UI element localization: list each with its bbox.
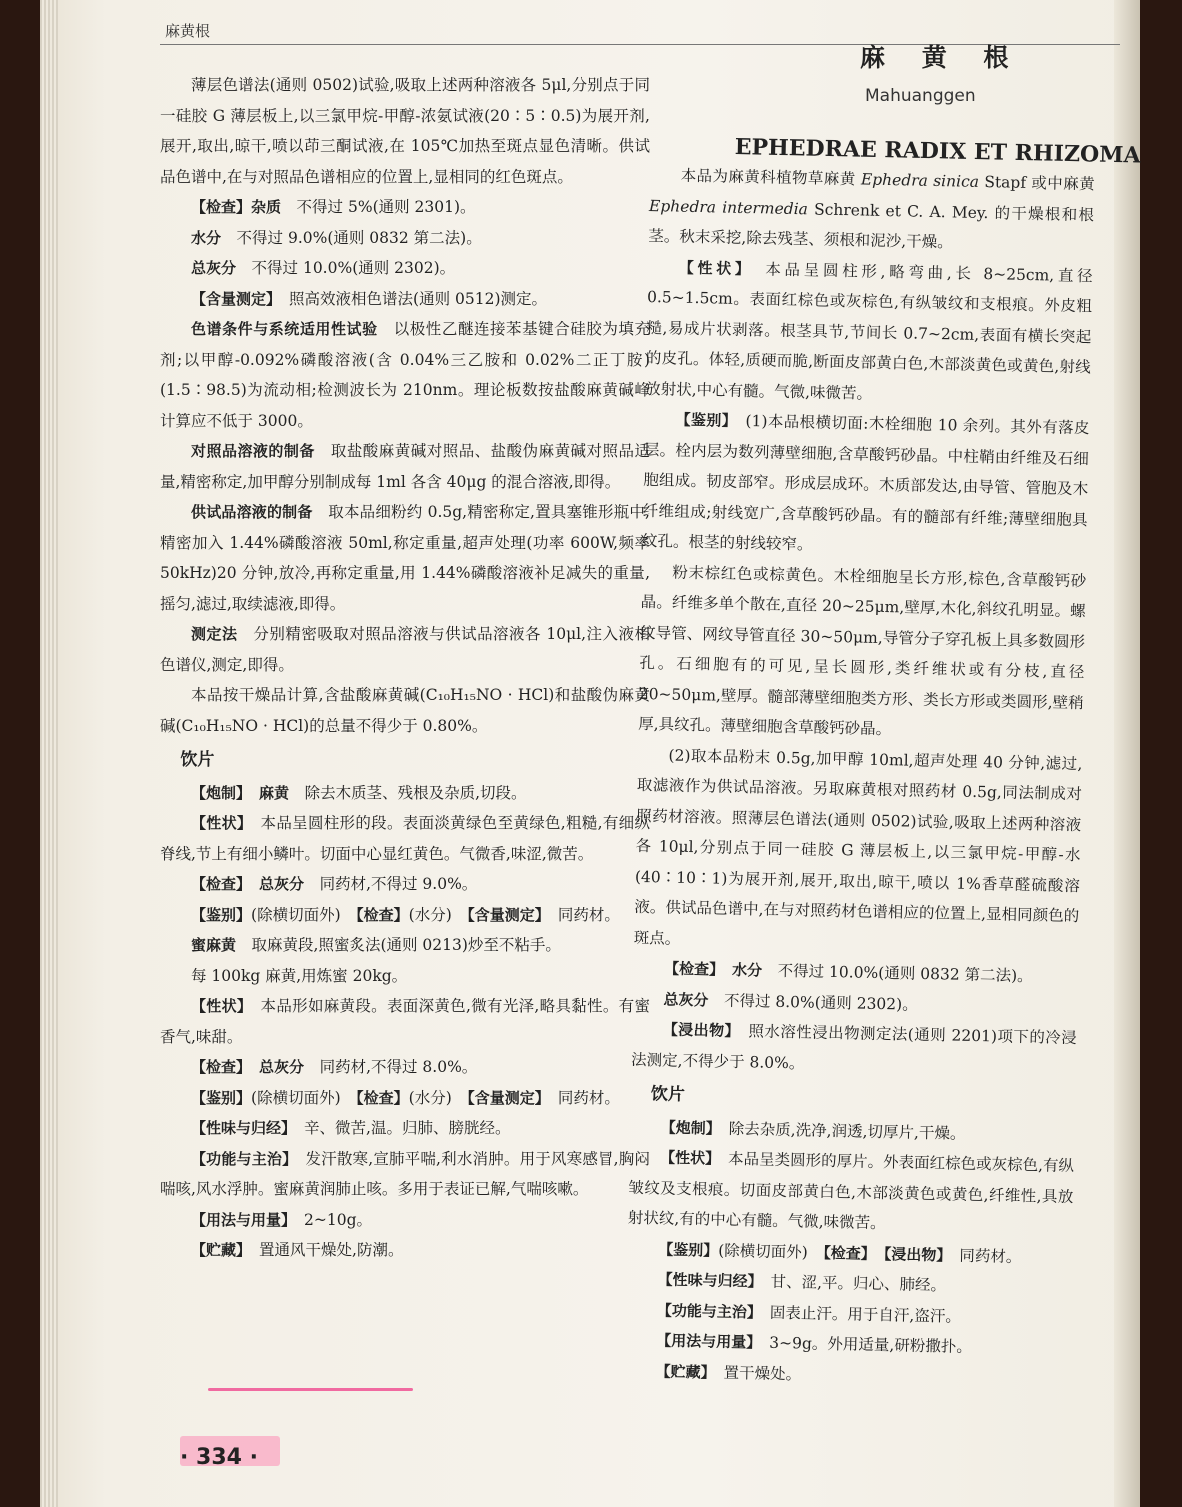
description: 【性状】 本品呈圆柱形,略弯曲,长 8~25cm,直径 0.5~1.5cm。表面红棕色或灰棕色,有纵皱纹和支根痕。外皮粗糙,易成片状剥落。根茎具节,节间长 0.7~2cm,表面有横长突起的皮孔。体轻,质硬而脆,断面皮部黄白色,木部淡黄色或黄色,射线放射状,中心有髓。气微,味微苦。 bbox=[645, 258, 1093, 403]
assay: 【含量测定】 照高效液相色谱法(通则 0512)测定。 bbox=[191, 289, 547, 308]
check-ash: 总灰分 不得过 8.0%(通则 2302)。 bbox=[663, 989, 918, 1014]
extractive: 【浸出物】 照水溶性浸出物测定法(通则 2201)项下的冷浸法测定,不得少于 8.0%。 bbox=[630, 1020, 1077, 1072]
page-edge-right bbox=[1114, 0, 1140, 1507]
function-indication: 【功能与主治】 发汗散寒,宣肺平喘,利水消肿。用于风寒感冒,胸闷喘咳,风水浮肿。蜜麻黄润肺止咳。多用于表证已解,气喘咳嗽。 bbox=[160, 1149, 650, 1198]
page-number: · 334 · bbox=[180, 1445, 258, 1470]
processing: 【炮制】 除去杂质,洗净,润透,切厚片,干燥。 bbox=[660, 1117, 966, 1143]
honey-ephedra: 蜜麻黄 取麻黄段,照蜜炙法(通则 0213)炒至不粘手。 bbox=[191, 936, 561, 954]
identification-same: 【鉴别】(除横切面外) 【检查】 【浸出物】 同药材。 bbox=[658, 1239, 1022, 1266]
check-water: 水分 不得过 9.0%(通则 0832 第二法)。 bbox=[191, 228, 482, 247]
left-column bbox=[160, 70, 650, 1266]
monograph-title-latin: EPHEDRAE RADIX ET RHIZOMA bbox=[734, 134, 1141, 169]
description: 【性状】 本品呈圆柱形的段。表面淡黄绿色至黄绿色,粗糙,有细纵脊线,节上有细小鳞叶。切面中心显红黄色。气微香,味涩,微苦。 bbox=[160, 814, 650, 863]
tlc-text: 薄层色谱法(通则 0502)试验,吸取上述两种溶液各 5μl,分别点于同一硅胶 G 薄层板上,以三氯甲烷-甲醇-浓氨试液(20∶5∶0.5)为展开剂,展开,取出,晾干,喷以茚三酮试液,在 105℃加热至斑点显色清晰。供试品色谱中,在与对照品色谱相应的位置上,显相同的红色斑点。 bbox=[160, 76, 650, 186]
monograph-title-pinyin: Mahuanggen bbox=[865, 86, 976, 106]
identification-2: (2)取本品粉末 0.5g,加甲醇 10ml,超声处理 40 分钟,滤过,取滤液作为供试品溶液。另取麻黄根对照药材 0.5g,同法制成对照药材溶液。照薄层色谱法(通则 0502)试验,吸取上述两种溶液各 10μl,分别点于同一硅胶 G 薄层板上,以三氯甲烷-甲醇-水(40∶10∶1)为展开剂,展开,取出,晾干,喷以 1%香草醛硫酸溶液。供试品色谱中,在与对照药材色谱相应的位置上,显相同颜色的斑点。 bbox=[633, 746, 1083, 948]
running-header: 麻黄根 bbox=[165, 22, 211, 40]
pen-underline-dosage bbox=[208, 1388, 413, 1391]
content-limit: 本品按干燥品计算,含盐酸麻黄碱(C₁₀H₁₅NO · HCl)和盐酸伪麻黄碱(C₁₀H₁₅NO · HCl)的总量不得少于 0.80%。 bbox=[160, 686, 650, 735]
identification-same-2: 【鉴别】(除横切面外) 【检查】(水分) 【含量测定】 同药材。 bbox=[191, 1088, 620, 1107]
section-heading-yinpian-right: 饮片 bbox=[650, 1084, 686, 1105]
procedure: 测定法 分别精密吸取对照品溶液与供试品溶液各 10μl,注入液相色谱仪,测定,即得。 bbox=[160, 625, 650, 674]
storage: 【贮藏】 置通风干燥处,防潮。 bbox=[191, 1241, 404, 1259]
section-heading-yinpian: 饮片 bbox=[180, 750, 215, 770]
monograph-title-cn: 麻 黄 根 bbox=[860, 43, 1023, 72]
chromatographic-conditions: 色谱条件与系统适用性试验 以极性乙醚连接苯基键合硅胶为填充剂;以甲醇-0.092%磷酸溶液(含 0.04%三乙胺和 0.02%二正丁胺)(1.5∶98.5)为流动相;检测波长为 210nm。理论板数按盐酸麻黄碱峰计算应不低于 3000。 bbox=[160, 320, 650, 430]
honey-ephedra-ratio: 每 100kg 麻黄,用炼蜜 20kg。 bbox=[191, 966, 408, 985]
reference-solution: 对照品溶液的制备 取盐酸麻黄碱对照品、盐酸伪麻黄碱对照品适量,精密称定,加甲醇分别制成每 1ml 各含 40μg 的混合溶液,即得。 bbox=[160, 442, 650, 491]
right-column bbox=[624, 160, 1095, 1395]
check-ash: 总灰分 不得过 10.0%(通则 2302)。 bbox=[191, 259, 456, 277]
identification-1: 【鉴别】 (1)本品根横切面:木栓细胞 10 余列。其外有落皮层。栓内层为数列薄壁细胞,含草酸钙砂晶。中柱鞘由纤维及石细胞组成。韧皮部窄。形成层成环。木质部发达,由导管、管胞及木纤维组成;射线宽广,含草酸钙砂晶。有的髓部有纤维;薄壁细胞具纹孔。根茎的射线较窄。 bbox=[641, 410, 1090, 554]
storage: 【贮藏】 置干燥处。 bbox=[655, 1361, 802, 1383]
test-solution: 供试品溶液的制备 取本品细粉约 0.5g,精密称定,置具塞锥形瓶中,精密加入 1.44%磷酸溶液 50ml,称定重量,超声处理(功率 600W,频率 50kHz)20 分钟,放冷,再称定重量,用 1.44%磷酸溶液补足减失的重量,摇匀,滤过,取续滤液,即得。 bbox=[160, 503, 650, 613]
identification-powder: 粉末棕红色或棕黄色。木栓细胞呈长方形,棕色,含草酸钙砂晶。纤维多单个散在,直径 20~25μm,壁厚,木化,斜纹孔明显。螺纹导管、网纹导管直径 30~50μm,导管分子穿孔板上具多数圆形孔。石细胞有的可见,呈长圆形,类纤维状或有分枝,直径 20~50μm,壁厚。髓部薄壁细胞类方形、类长方形或类圆形,壁稍厚,具纹孔。薄壁细胞含草酸钙砂晶。 bbox=[638, 563, 1087, 739]
check-water: 【检查】 水分 不得过 10.0%(通则 0832 第二法)。 bbox=[663, 959, 1033, 986]
source: 本品为麻黄科植物草麻黄 Ephedra sinica Stapf 或中麻黄 Ephedra intermedia Schrenk et C. A. Mey. 的干燥根和根茎。秋末采挖,除去残茎、须根和泥沙,干燥。 bbox=[648, 166, 1095, 252]
dosage: 【用法与用量】 3~9g。外用适量,研粉撒扑。 bbox=[656, 1331, 972, 1356]
dosage: 【用法与用量】 2~10g。 bbox=[191, 1210, 373, 1229]
page-edge-left bbox=[40, 0, 58, 1507]
check-ash-2: 【检查】 总灰分 同药材,不得过 9.0%。 bbox=[191, 875, 478, 893]
identification-same: 【鉴别】(除横切面外) 【检查】(水分) 【含量测定】 同药材。 bbox=[191, 905, 620, 924]
check-ash-3: 【检查】 总灰分 同药材,不得过 8.0%。 bbox=[191, 1058, 478, 1076]
description-2: 【性状】 本品形如麻黄段。表面深黄色,微有光泽,略具黏性。有蜜香气,味甜。 bbox=[160, 997, 650, 1046]
check-impurity: 【检查】杂质 不得过 5%(通则 2301)。 bbox=[191, 198, 476, 216]
processing: 【炮制】 麻黄 除去木质茎、残根及杂质,切段。 bbox=[191, 783, 527, 802]
property-meridian: 【性味与归经】 辛、微苦,温。归肺、膀胱经。 bbox=[191, 1119, 511, 1137]
property-meridian: 【性味与归经】 甘、涩,平。归心、肺经。 bbox=[657, 1270, 947, 1295]
function-indication: 【功能与主治】 固表止汗。用于自汗,盗汗。 bbox=[656, 1300, 962, 1326]
description-2: 【性状】 本品呈类圆形的厚片。外表面红棕色或灰棕色,有纵皱纹及支根痕。切面皮部黄白色,木部淡黄色或黄色,纤维性,具放射状纹,有的中心有髓。气微,味微苦。 bbox=[627, 1148, 1075, 1233]
